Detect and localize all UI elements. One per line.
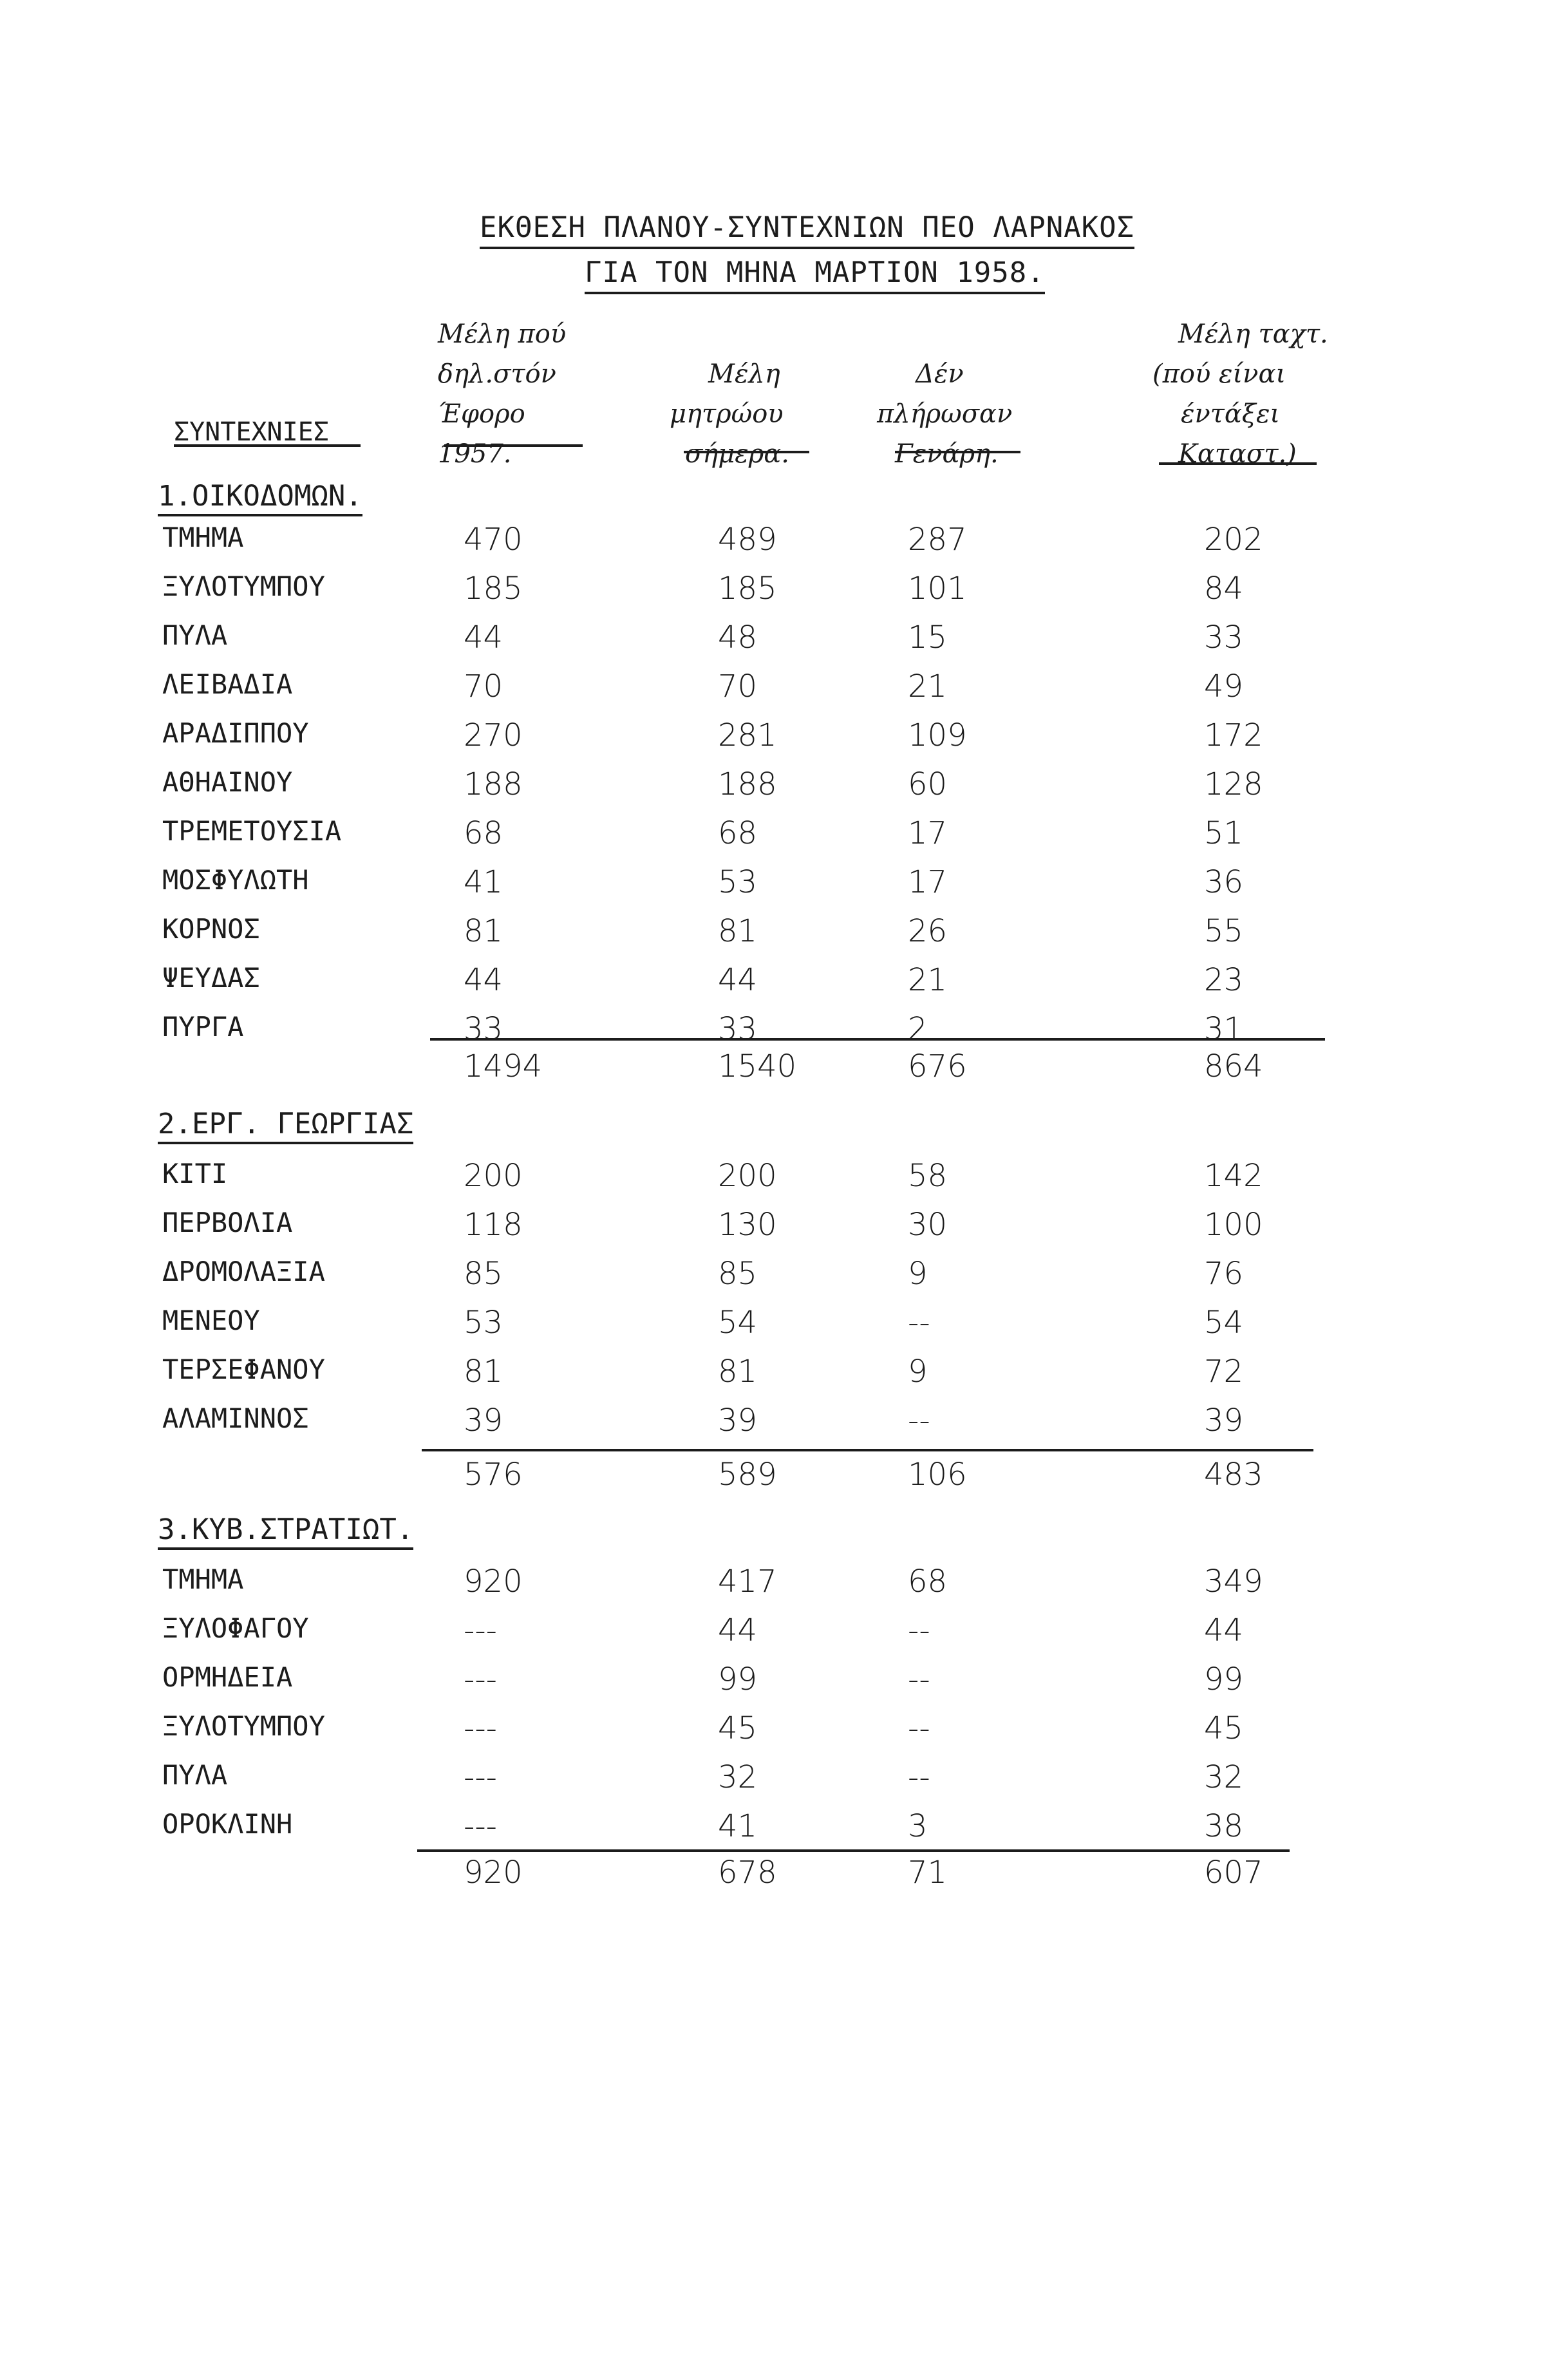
row-name: ΤΜΗΜΑ	[162, 522, 244, 553]
cell-c2: 45	[718, 1710, 758, 1746]
total-rule	[422, 1449, 1313, 1451]
cell-c3: 68	[908, 1563, 948, 1600]
table-row	[0, 962, 1551, 1007]
col2-header: Μέλη μητρώου σήμερα.	[670, 359, 789, 469]
table-row	[0, 913, 1551, 958]
unions-header-underline	[174, 444, 361, 447]
cell-c4: 349	[1204, 1563, 1263, 1600]
cell-c1: 68	[464, 815, 503, 851]
row-name: ΜΟΣΦΥΛΩΤΗ	[162, 864, 309, 896]
cell-c4: 84	[1204, 571, 1244, 607]
cell-c3: 17	[908, 815, 948, 851]
cell-c2: 99	[718, 1661, 758, 1697]
cell-c2: 44	[718, 1612, 758, 1648]
row-name: ΚΙΤΙ	[162, 1158, 228, 1189]
section-title: 2.ΕΡΓ. ΓΕΩΡΓΙΑΣ	[158, 1108, 413, 1144]
cell-c2: 81	[718, 1354, 758, 1390]
table-row	[0, 864, 1551, 909]
table-row	[0, 1612, 1551, 1658]
total-rule	[430, 1038, 1325, 1041]
cell-c3: 17	[908, 864, 948, 900]
cell-c1: 41	[464, 864, 503, 900]
row-name: ΑΡΑΔΙΠΠΟΥ	[162, 717, 309, 749]
total-c3: 106	[908, 1457, 967, 1493]
cell-c3: 3	[908, 1808, 928, 1844]
row-name: ΤΡΕΜΕΤΟΥΣΙΑ	[162, 815, 342, 847]
cell-c2: 33	[718, 1011, 758, 1047]
table-row	[0, 1563, 1551, 1609]
cell-c2: 44	[718, 962, 758, 998]
row-name: ΠΥΛΑ	[162, 619, 228, 651]
total-c4: 483	[1204, 1457, 1263, 1493]
cell-c2: 54	[718, 1305, 758, 1341]
cell-c4: 202	[1204, 522, 1263, 558]
row-name: ΠΥΛΑ	[162, 1759, 228, 1791]
cell-c4: 31	[1204, 1011, 1244, 1047]
cell-c1: 185	[464, 571, 523, 607]
cell-c1: ---	[464, 1808, 497, 1844]
section-title: 1.ΟΙΚΟΔΟΜΩΝ.	[158, 480, 362, 516]
total-c4: 864	[1204, 1048, 1263, 1084]
totals-row	[0, 1048, 1551, 1093]
cell-c4: 33	[1204, 619, 1244, 656]
cell-c2: 48	[718, 619, 758, 656]
cell-c4: 72	[1204, 1354, 1244, 1390]
row-name: ΠΥΡΓΑ	[162, 1011, 244, 1043]
cell-c3: --	[908, 1710, 930, 1746]
row-name: ΟΡΜΗΔΕΙΑ	[162, 1661, 293, 1693]
table-row	[0, 1710, 1551, 1755]
col4-header-underline	[1159, 462, 1317, 465]
table-row	[0, 1661, 1551, 1706]
total-c1: 576	[464, 1457, 523, 1493]
col4-header: Μέλη ταχτ. (πού είναι έντάξει Καταστ.)	[1152, 319, 1328, 469]
cell-c1: 39	[464, 1402, 503, 1439]
cell-c4: 172	[1204, 717, 1263, 753]
cell-c4: 99	[1204, 1661, 1244, 1697]
report-subtitle: ΓΙΑ ΤΟΝ ΜΗΝΑ ΜΑΡΤΙΟΝ 1958.	[585, 256, 1045, 294]
row-name: ΛΕΙΒΑΔΙΑ	[162, 668, 293, 700]
table-row	[0, 766, 1551, 811]
cell-c1: ---	[464, 1612, 497, 1648]
cell-c4: 45	[1204, 1710, 1244, 1746]
row-name: ΞΥΛΟΤΥΜΠΟΥ	[162, 1710, 325, 1742]
table-row	[0, 619, 1551, 665]
total-c3: 71	[908, 1855, 948, 1891]
cell-c1: 188	[464, 766, 523, 802]
row-name: ΜΕΝΕΟΥ	[162, 1305, 260, 1336]
table-row	[0, 1402, 1551, 1448]
total-c1: 920	[464, 1855, 523, 1891]
cell-c2: 81	[718, 913, 758, 949]
section-title: 3.ΚΥΒ.ΣΤΡΑΤΙΩΤ.	[158, 1513, 413, 1550]
cell-c1: 200	[464, 1158, 523, 1194]
cell-c2: 188	[718, 766, 777, 802]
cell-c2: 200	[718, 1158, 777, 1194]
table-row	[0, 1207, 1551, 1252]
cell-c3: --	[908, 1759, 930, 1795]
cell-c3: 26	[908, 913, 948, 949]
cell-c4: 39	[1204, 1402, 1244, 1439]
cell-c1: 81	[464, 1354, 503, 1390]
cell-c4: 36	[1204, 864, 1244, 900]
cell-c1: ---	[464, 1661, 497, 1697]
cell-c1: 33	[464, 1011, 503, 1047]
total-c2: 678	[718, 1855, 777, 1891]
table-row	[0, 522, 1551, 567]
cell-c1: 118	[464, 1207, 523, 1243]
cell-c1: 70	[464, 668, 503, 704]
cell-c2: 185	[718, 571, 777, 607]
cell-c3: 287	[908, 522, 967, 558]
table-row	[0, 571, 1551, 616]
row-name: ΔΡΟΜΟΛΑΞΙΑ	[162, 1256, 325, 1287]
table-row	[0, 717, 1551, 762]
cell-c4: 38	[1204, 1808, 1244, 1844]
table-row	[0, 1759, 1551, 1804]
row-name: ΟΡΟΚΛΙΝΗ	[162, 1808, 293, 1840]
cell-c1: ---	[464, 1710, 497, 1746]
cell-c2: 417	[718, 1563, 777, 1600]
cell-c4: 100	[1204, 1207, 1263, 1243]
report-title: ΕΚΘΕΣΗ ΠΛΑΝΟΥ-ΣΥΝΤΕΧΝΙΩΝ ΠΕΟ ΛΑΡΝΑΚΟΣ	[480, 211, 1134, 249]
row-name: ΚΟΡΝΟΣ	[162, 913, 260, 945]
cell-c3: --	[908, 1612, 930, 1648]
unions-header: ΣΥΝΤΕΧΝΙΕΣ	[174, 417, 329, 447]
table-row	[0, 668, 1551, 713]
cell-c1: 920	[464, 1563, 523, 1600]
table-row	[0, 1305, 1551, 1350]
cell-c1: ---	[464, 1759, 497, 1795]
cell-c2: 489	[718, 522, 777, 558]
table-row	[0, 815, 1551, 860]
cell-c2: 39	[718, 1402, 758, 1439]
cell-c2: 130	[718, 1207, 777, 1243]
cell-c4: 55	[1204, 913, 1244, 949]
col1-header: Μέλη πού δηλ.στόν Έφορο 1957.	[438, 319, 567, 469]
total-c2: 589	[718, 1457, 777, 1493]
total-c3: 676	[908, 1048, 967, 1084]
total-rule	[417, 1849, 1290, 1852]
cell-c1: 81	[464, 913, 503, 949]
table-row	[0, 1158, 1551, 1203]
row-name: ΨΕΥΔΑΣ	[162, 962, 260, 994]
col3-header-underline	[895, 451, 1020, 453]
col1-header-underline	[444, 444, 583, 447]
cell-c3: 30	[908, 1207, 948, 1243]
table-row	[0, 1256, 1551, 1301]
totals-row	[0, 1855, 1551, 1900]
cell-c4: 51	[1204, 815, 1244, 851]
cell-c2: 41	[718, 1808, 758, 1844]
cell-c1: 85	[464, 1256, 503, 1292]
cell-c4: 76	[1204, 1256, 1244, 1292]
table-row	[0, 1808, 1551, 1853]
cell-c1: 44	[464, 619, 503, 656]
cell-c3: 101	[908, 571, 967, 607]
cell-c2: 281	[718, 717, 777, 753]
cell-c4: 142	[1204, 1158, 1263, 1194]
cell-c2: 53	[718, 864, 758, 900]
cell-c1: 470	[464, 522, 523, 558]
cell-c1: 44	[464, 962, 503, 998]
row-name: ΞΥΛΟΦΑΓΟΥ	[162, 1612, 309, 1644]
total-c2: 1540	[718, 1048, 797, 1084]
cell-c2: 85	[718, 1256, 758, 1292]
cell-c3: 9	[908, 1354, 928, 1390]
cell-c3: --	[908, 1305, 930, 1341]
cell-c3: 21	[908, 962, 948, 998]
cell-c2: 68	[718, 815, 758, 851]
cell-c4: 32	[1204, 1759, 1244, 1795]
cell-c3: 2	[908, 1011, 928, 1047]
row-name: ΤΜΗΜΑ	[162, 1563, 244, 1595]
total-c4: 607	[1204, 1855, 1263, 1891]
row-name: ΤΕΡΣΕΦΑΝΟΥ	[162, 1354, 325, 1385]
cell-c2: 32	[718, 1759, 758, 1795]
cell-c1: 270	[464, 717, 523, 753]
cell-c3: 15	[908, 619, 948, 656]
cell-c3: 58	[908, 1158, 948, 1194]
cell-c3: 60	[908, 766, 948, 802]
cell-c4: 49	[1204, 668, 1244, 704]
total-c1: 1494	[464, 1048, 543, 1084]
cell-c4: 44	[1204, 1612, 1244, 1648]
row-name: ΑΘΗΑΙΝΟΥ	[162, 766, 293, 798]
row-name: ΑΛΑΜΙΝΝΟΣ	[162, 1402, 309, 1434]
col3-header: Δέν πλήρωσαν Γενάρη.	[877, 359, 1013, 469]
row-name: ΠΕΡΒΟΛΙΑ	[162, 1207, 293, 1238]
cell-c3: 9	[908, 1256, 928, 1292]
cell-c1: 53	[464, 1305, 503, 1341]
cell-c3: --	[908, 1402, 930, 1439]
cell-c4: 128	[1204, 766, 1263, 802]
row-name: ΞΥΛΟΤΥΜΠΟΥ	[162, 571, 325, 602]
col2-header-underline	[684, 451, 809, 453]
totals-row	[0, 1457, 1551, 1502]
cell-c3: 109	[908, 717, 967, 753]
cell-c4: 54	[1204, 1305, 1244, 1341]
cell-c3: --	[908, 1661, 930, 1697]
cell-c3: 21	[908, 668, 948, 704]
cell-c4: 23	[1204, 962, 1244, 998]
cell-c2: 70	[718, 668, 758, 704]
table-row	[0, 1354, 1551, 1399]
